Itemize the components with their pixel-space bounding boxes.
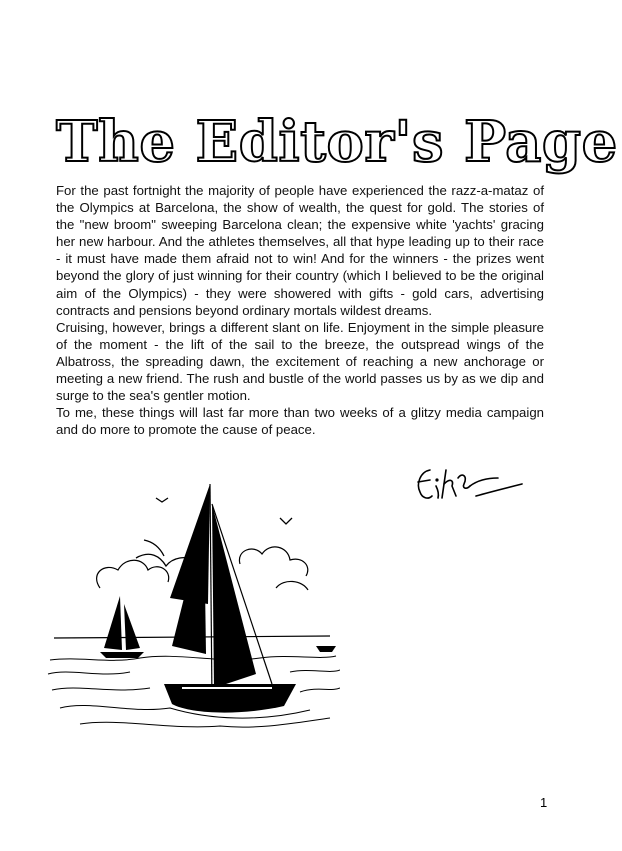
- distant-ship-icon: [316, 646, 336, 652]
- page-number: 1: [540, 795, 548, 810]
- paragraph-2: Cruising, however, brings a different slant on life. Enjoyment in the simple pleasure of the moment - the lift of the sail to the breeze, the outspread wings of the Albatross, the spreading dawn, the excitement of reaching a new anchorage or meeting a new friend. The rush and bustle of the world passes us by as we dip and surge to the sea's gentler motion.: [56, 319, 544, 404]
- paragraph-1: For the past fortnight the majority of people have experienced the razz-a-mataz of the Olympics at Barcelona, the show of wealth, the quest for gold. The stories of the "new broom" sweeping Barcelona clean; the expensive white 'yachts' gracing her new harbour. And the athletes themselves, all that hype leading up to their race - it must have made them afraid not to win! And for the winners - the prizes went beyond the glory of just winning for their country (which I believed to be the original aim of the Olympics) - they were showered with gifts - gold cars, advertising contracts and pensions beyond ordinary mortals wildest dreams.: [56, 183, 544, 318]
- distant-sailboat-icon: [100, 596, 144, 658]
- paragraph-3: To me, these things will last far more than two weeks of a glitzy media campaign and do more to promote the cause of peace.: [56, 405, 544, 438]
- signature-icon: [408, 462, 526, 512]
- sailboat-illustration: [40, 478, 340, 738]
- main-sailboat-icon: [170, 484, 256, 688]
- article-body: [56, 182, 544, 438]
- page-title: The Editor's Page: [56, 109, 618, 175]
